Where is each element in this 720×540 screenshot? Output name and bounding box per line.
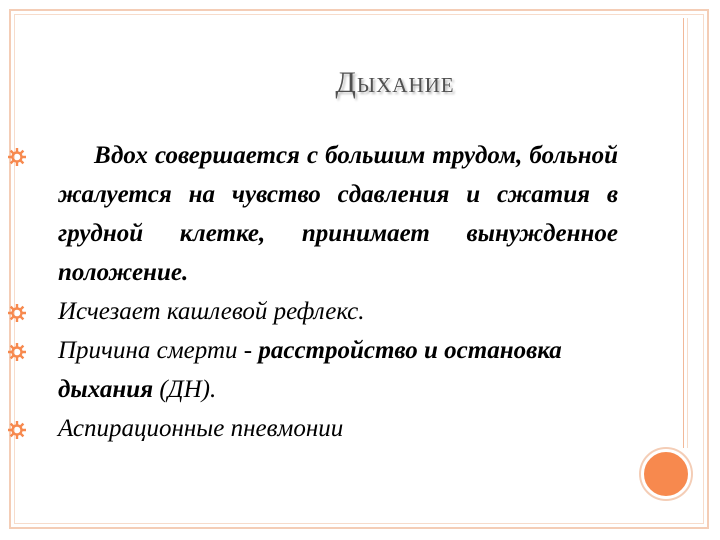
bullet-text: Причина смерти -	[58, 337, 259, 364]
flower-bullet-icon	[6, 341, 28, 363]
decorative-circle	[641, 449, 691, 499]
slide-content	[58, 136, 618, 448]
flower-bullet-icon	[6, 302, 28, 324]
bullet-text-bold: расстройство и остановка дыхания	[58, 337, 562, 403]
bullet-text: совершается с большим трудом, больной жалуется на чувство сдавления и сжатия в грудной клетке, принимает вынужденное положение.	[58, 142, 618, 286]
flower-bullet-icon	[6, 419, 28, 441]
bullet-item	[58, 292, 618, 331]
bullet-item	[58, 136, 618, 292]
slide-title: Дыхание	[335, 66, 455, 99]
bullet-text: Исчезает кашлевой рефлекс.	[58, 298, 365, 325]
bullet-item	[58, 409, 618, 448]
bullet-text-first: Вдох	[94, 142, 148, 169]
bullet-item	[58, 331, 618, 409]
flower-bullet-icon	[6, 146, 28, 168]
bullet-text: (ДН).	[153, 376, 217, 403]
bullet-text: Аспирационные пневмонии	[58, 415, 344, 442]
